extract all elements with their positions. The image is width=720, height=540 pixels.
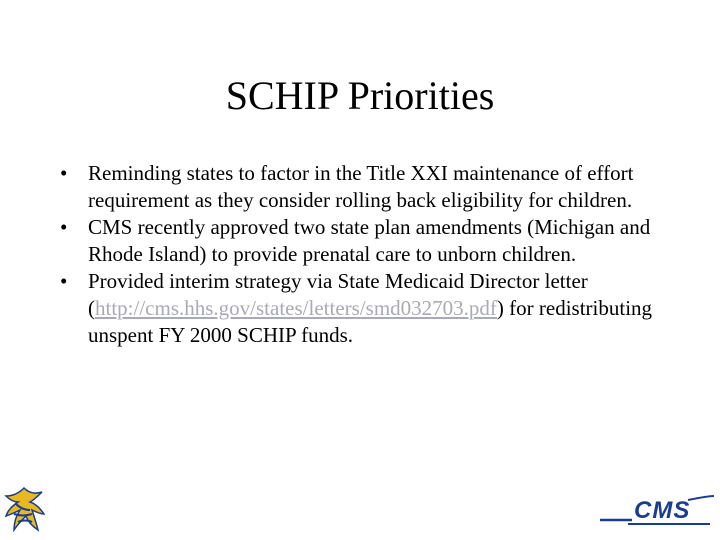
bullet-text-after-link: ) for redistributing unspent FY 2000 SCHIP funds.	[88, 296, 653, 347]
smd-letter-link[interactable]: http://cms.hhs.gov/states/letters/smd032703.pdf	[95, 296, 497, 320]
bullet-text: Reminding states to factor in the Title XXI maintenance of effort requirement as they consider rolling back eligibility for children.	[88, 161, 634, 212]
bullet-marker: •	[60, 269, 68, 293]
slide-title: SCHIP Priorities	[225, 73, 495, 118]
bullet-item	[58, 268, 688, 349]
bullet-list	[58, 160, 688, 349]
bullet-item	[58, 160, 688, 214]
cms-logo-icon	[598, 494, 716, 528]
bullet-marker: •	[60, 215, 68, 239]
bullet-item	[58, 214, 688, 268]
bullet-marker: •	[60, 161, 68, 185]
hhs-eagle-logo-icon	[2, 484, 46, 536]
bullet-text-before-link: Provided interim strategy via State Medicaid Director letter (	[88, 269, 588, 320]
cms-logo-text: CMS	[634, 497, 691, 524]
bullet-text: CMS recently approved two state plan amendments (Michigan and Rhode Island) to provide prenatal care to unborn children.	[88, 215, 651, 266]
